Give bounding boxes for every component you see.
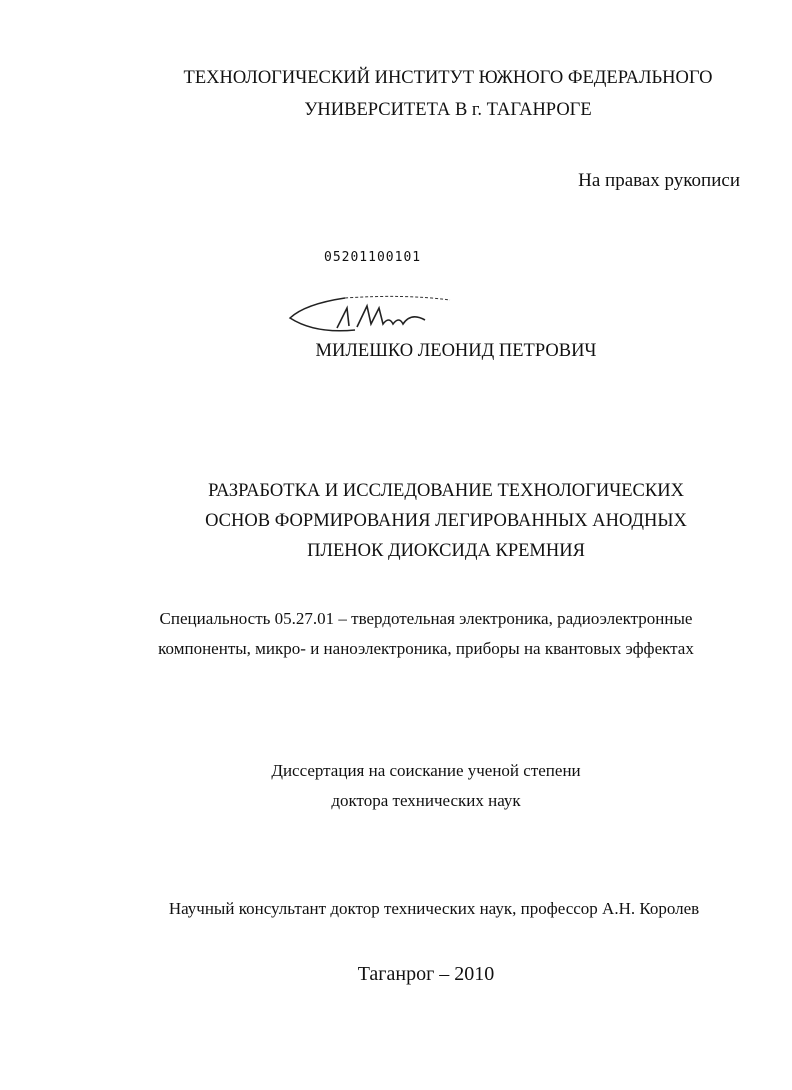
institution-line-2: УНИВЕРСИТЕТА В г. ТАГАНРОГЕ xyxy=(304,100,592,120)
specialty-line-2: компоненты, микро- и наноэлектроника, приборы на квантовых эффектах xyxy=(158,639,694,658)
degree-line-1: Диссертация на соискание ученой степени xyxy=(271,761,581,780)
rights-note: На правах рукописи xyxy=(578,170,740,191)
degree-line-2: доктора технических наук xyxy=(331,791,521,810)
institution-line-1: ТЕХНОЛОГИЧЕСКИЙ ИНСТИТУТ ЮЖНОГО ФЕДЕРАЛЬНОГО xyxy=(183,68,713,88)
title-line-3: ПЛЕНОК ДИОКСИДА КРЕМНИЯ xyxy=(307,541,585,561)
specialty-line-1: Специальность 05.27.01 – твердотельная электроника, радиоэлектронные xyxy=(159,609,693,628)
author-name: МИЛЕШКО ЛЕОНИД ПЕТРОВИЧ xyxy=(315,341,597,361)
registration-code: 05201100101 xyxy=(324,250,422,265)
title-line-2: ОСНОВ ФОРМИРОВАНИЯ ЛЕГИРОВАННЫХ АНОДНЫХ xyxy=(205,511,687,531)
city-year: Таганрог – 2010 xyxy=(357,963,495,985)
title-line-1: РАЗРАБОТКА И ИССЛЕДОВАНИЕ ТЕХНОЛОГИЧЕСКИХ xyxy=(208,481,684,501)
author-signature xyxy=(285,290,455,340)
scientific-consultant: Научный консультант доктор технических наук, профессор А.Н. Королев xyxy=(168,899,700,918)
